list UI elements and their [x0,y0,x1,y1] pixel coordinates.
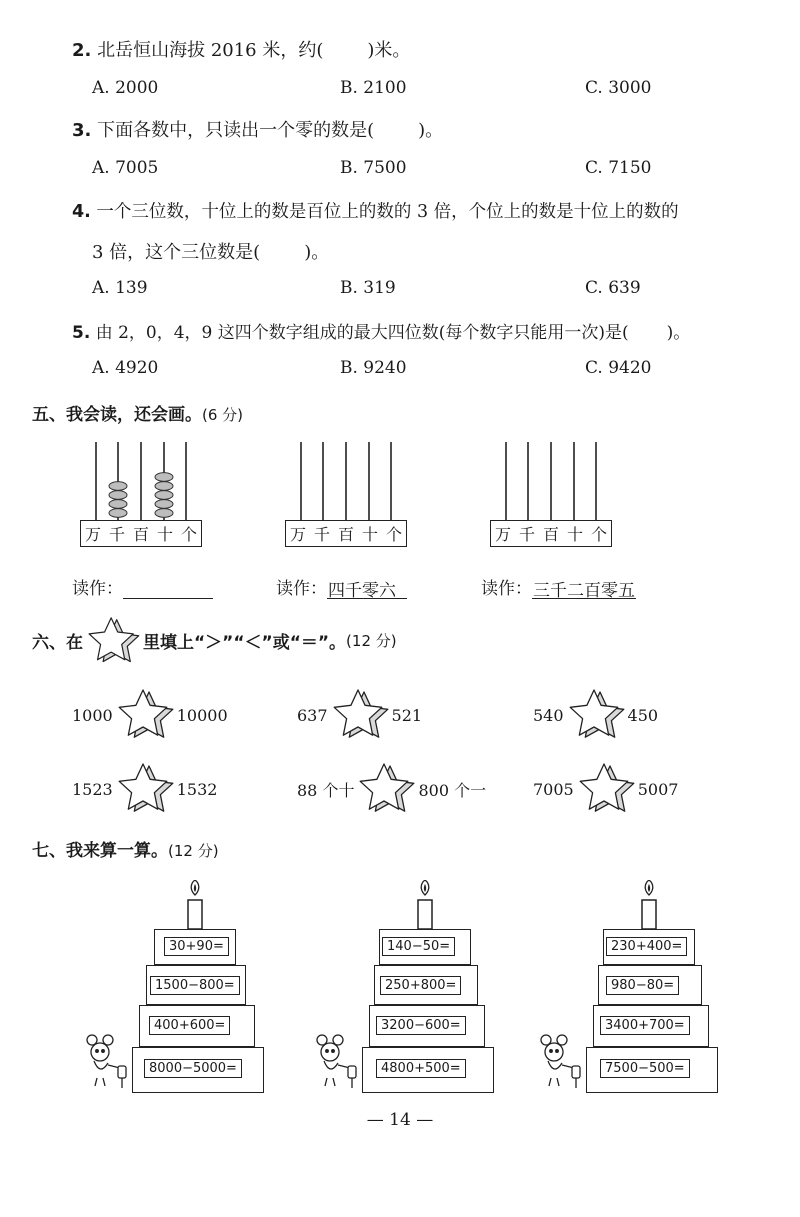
abacus-bead [155,482,173,491]
question-4-number: 4. [72,202,91,222]
place-label-shi: 十 [566,525,583,544]
cake-3-tier-2-equation[interactable]: 980−80= [606,976,679,995]
cake-3 [538,880,718,1100]
abacus-bead [155,509,173,518]
comparison-4 [72,762,217,816]
place-label-wan: 万 [84,525,101,544]
question-4 [72,198,679,223]
abacus-rods [80,440,204,522]
section-5-heading: 五、我会读，还会画。 [32,405,202,425]
question-2 [72,36,410,62]
place-label-qian: 千 [313,525,330,544]
question-5-number: 5. [72,323,91,343]
place-label-bai: 百 [337,525,354,544]
question-3-text: 下面各数中，只读出一个零的数是( [97,120,375,141]
abacus-bead [109,482,127,491]
place-label-wan: 万 [494,525,511,544]
candle-icon [418,880,432,929]
comparison-left: 1523 [72,779,113,799]
cake-1-tier-2-equation[interactable]: 1500−800= [150,976,240,995]
question-3 [72,116,443,142]
q3-option-b[interactable]: B. 7500 [340,158,407,178]
section-6-heading-pre: 六、在 [32,633,83,653]
comparison-5 [297,762,486,816]
comparison-3-star-blank[interactable] [566,688,626,742]
comparison-left: 1000 [72,705,113,725]
question-5 [72,318,690,343]
reading-3-answer: 三千二百零五 [532,576,636,599]
place-label-qian: 千 [108,525,125,544]
reading-1-answer-line[interactable] [123,576,213,599]
comparison-3 [533,688,658,742]
place-label-shi: 十 [361,525,378,544]
q2-option-b[interactable]: B. 2100 [340,78,407,98]
comparison-6 [533,762,678,816]
q5-option-a[interactable]: A. 4920 [92,358,159,378]
comparison-right: 10000 [176,705,228,725]
question-5-text-end: )。 [666,323,691,343]
q5-option-c[interactable]: C. 9420 [585,358,652,378]
section-6-title [32,628,397,653]
section-6-heading-post: 里填上“＞”“＜”或“＝”。 [143,633,347,653]
place-value-labels [80,520,202,547]
cake-2-tier-2-equation[interactable]: 250+800= [380,976,461,995]
q2-option-c[interactable]: C. 3000 [585,78,652,98]
question-2-text-end: )米。 [367,40,411,61]
comparison-right: 1532 [176,779,218,799]
place-label-wan: 万 [289,525,306,544]
place-label-bai: 百 [542,525,559,544]
q4-option-b[interactable]: B. 319 [340,278,396,298]
candle-icon [188,880,202,929]
abacus-bead [109,500,127,509]
section-5-points: (6 分) [202,406,244,424]
mouse-icon [541,1035,580,1088]
place-value-labels [490,520,612,547]
abacus-bead [155,491,173,500]
comparison-right: 800 个一 [418,780,487,800]
q3-option-a[interactable]: A. 7005 [92,158,159,178]
question-2-number: 2. [72,40,92,61]
cake-1-tier-1-equation[interactable]: 30+90= [164,937,229,956]
cake-2-tier-4-equation[interactable]: 4800+500= [376,1059,466,1078]
cake-2-tier-1-equation[interactable]: 140−50= [382,937,455,956]
read-label: 读作： [481,579,532,599]
comparison-left: 88 个十 [297,780,355,800]
cake-1-tier-3-equation[interactable]: 400+600= [149,1016,230,1035]
cake-2 [314,880,494,1100]
comparison-5-star-blank[interactable] [356,762,416,816]
abacus-2[interactable] [285,440,409,550]
abacus-bead [109,509,127,518]
read-label: 读作： [72,579,123,599]
question-4-text-end: )。 [304,242,330,263]
comparison-right: 5007 [637,779,679,799]
section-5-title [32,400,243,425]
reading-3 [481,574,636,599]
comparison-1-star-blank[interactable] [115,688,175,742]
cake-3-tier-3-equation[interactable]: 3400+700= [600,1016,690,1035]
abacus-rods [285,440,409,522]
read-label: 读作： [276,579,327,599]
section-6-points: (12 分) [346,632,397,650]
q2-option-a[interactable]: A. 2000 [92,78,159,98]
q4-option-a[interactable]: A. 139 [92,278,148,298]
section-7-points: (12 分) [168,842,219,860]
question-4-line2 [92,238,329,264]
cake-3-tier-1-equation[interactable]: 230+400= [606,937,687,956]
comparison-right: 450 [627,705,659,725]
comparison-right: 521 [391,705,423,725]
comparison-left: 7005 [533,779,574,799]
question-2-text: 北岳恒山海拔 2016 米，约( [97,40,324,61]
comparison-left: 637 [297,705,328,725]
cake-1 [84,880,264,1100]
cake-2-tier-3-equation[interactable]: 3200−600= [376,1016,466,1035]
reading-2-answer: 四千零六 [327,576,407,599]
comparison-4-star-blank[interactable] [115,762,175,816]
star-icon [85,616,141,666]
question-4-text-line1: 一个三位数，十位上的数是百位上的数的 3 倍，个位上的数是十位上的数的 [96,202,679,222]
place-label-qian: 千 [518,525,535,544]
place-label-ge: 个 [385,525,402,544]
question-5-text: 由 2，0，4，9 这四个数字组成的最大四位数(每个数字只能用一次)是( [95,323,629,343]
comparison-2 [297,688,422,742]
place-value-labels [285,520,407,547]
reading-1 [72,574,213,599]
comparison-1 [72,688,228,742]
comparison-6-star-blank[interactable] [576,762,636,816]
page-number: — 14 — [366,1110,434,1130]
mouse-icon [317,1035,356,1088]
place-label-ge: 个 [180,525,197,544]
comparison-left: 540 [533,705,564,725]
place-label-ge: 个 [590,525,607,544]
q4-option-c[interactable]: C. 639 [585,278,641,298]
abacus-bead [109,491,127,500]
mouse-icon [87,1035,126,1088]
abacus-1 [80,440,204,550]
cake-1-tier-4-equation[interactable]: 8000−5000= [144,1059,242,1078]
abacus-3[interactable] [490,440,614,550]
q5-option-b[interactable]: B. 9240 [340,358,407,378]
question-3-number: 3. [72,120,92,141]
candle-icon [642,880,656,929]
reading-2 [276,574,407,599]
place-label-shi: 十 [156,525,173,544]
abacus-bead [155,473,173,482]
section-7-heading: 七、我来算一算。 [32,841,168,861]
section-7-title [32,836,219,861]
abacus-rods [490,440,614,522]
question-4-text: 3 倍，这个三位数是( [92,242,261,263]
q3-option-c[interactable]: C. 7150 [585,158,652,178]
cake-3-tier-4-equation[interactable]: 7500−500= [600,1059,690,1078]
question-3-text-end: )。 [418,120,444,141]
place-label-bai: 百 [132,525,149,544]
abacus-bead [155,500,173,509]
comparison-2-star-blank[interactable] [330,688,390,742]
